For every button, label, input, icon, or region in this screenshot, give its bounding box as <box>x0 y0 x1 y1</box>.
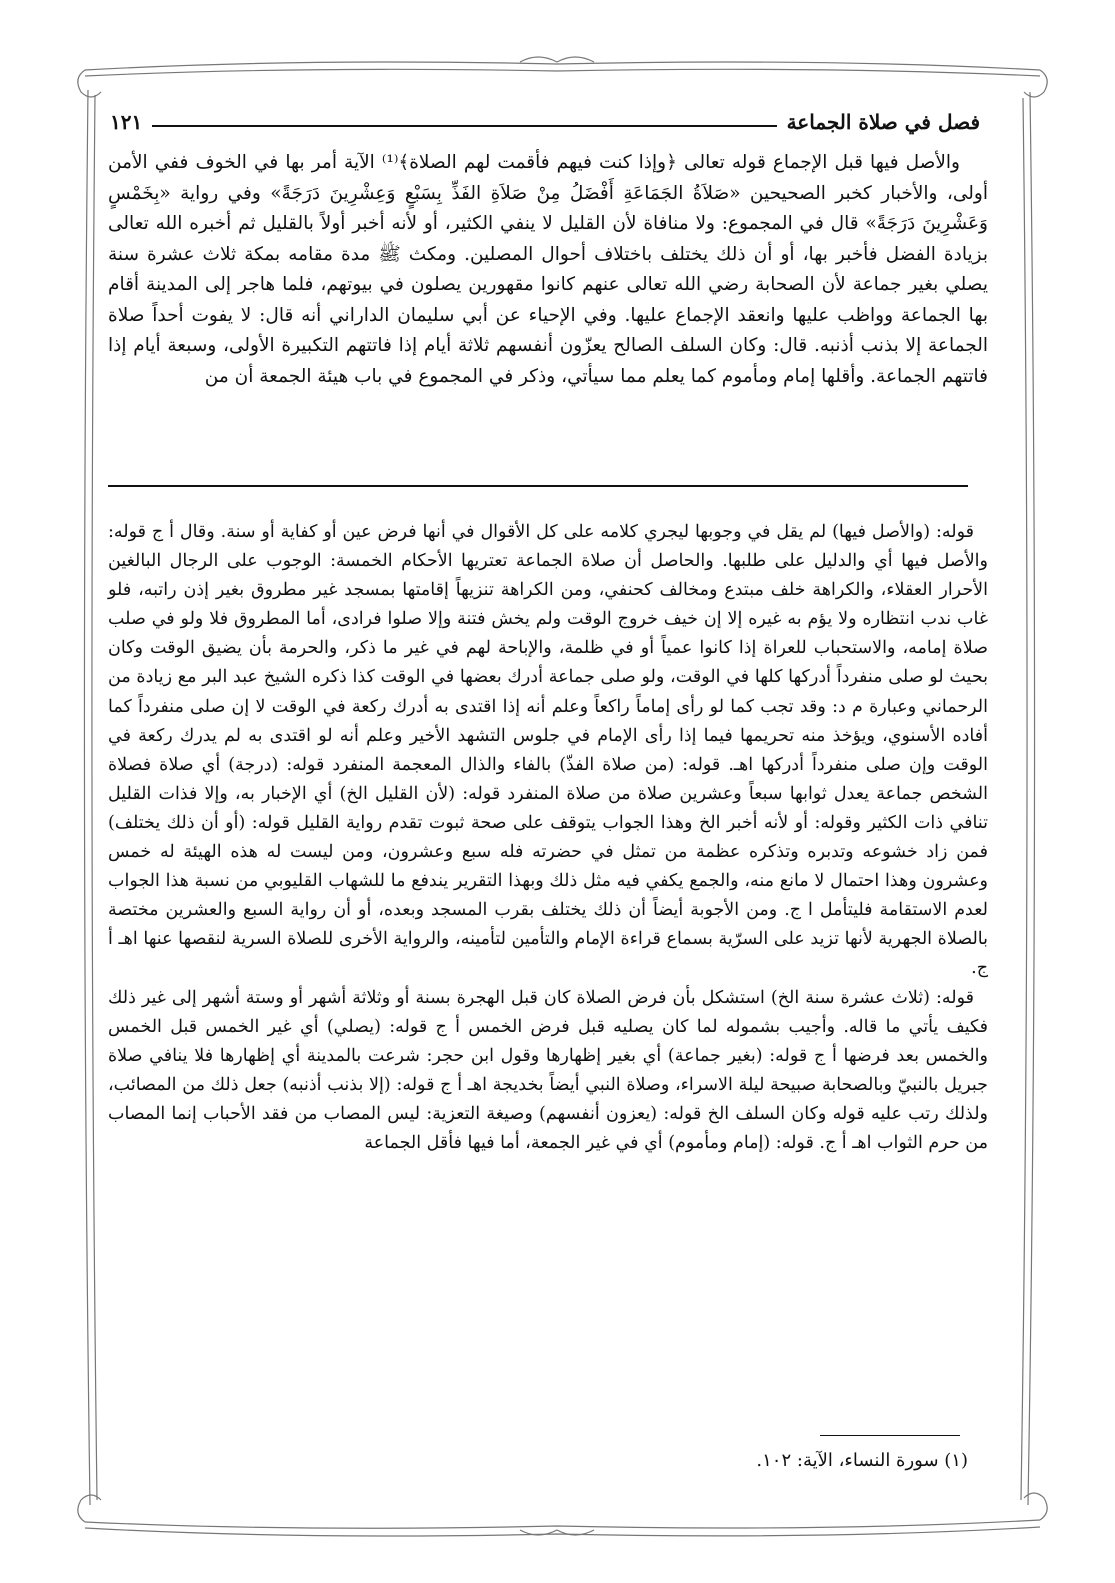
main-paragraph: والأصل فيها قبل الإجماع قوله تعالى ﴿وإذا كنت فيهم فأقمت لهم الصلاة﴾⁽¹⁾ الآية أمر بها في الخوف ففي الأمن أولى، والأخبار كخبر الصحيحين «صَلاَةُ الجَمَاعَةِ أَفْضَلُ مِنْ صَلاَةِ الفَذِّ بِسَبْعٍ وَعِشْرِينَ دَرَجَةً» وفي رواية «بِخَمْسٍ وَعَشْرِينَ دَرَجَةً» قال في المجموع: ولا منافاة لأن القليل لا ينفي الكثير، أو لأنه أخبر أولاً بالقليل ثم أخبره الله تعالى بزيادة الفضل فأخبر بها، أو أن ذلك يختلف باختلاف أحوال المصلين. ومكث ﷺ مدة مقامه بمكة ثلاث عشرة سنة يصلي بغير جماعة لأن الصحابة رضي الله تعالى عنهم كانوا مقهورين يصلون في بيوتهم، فلما هاجر إلى المدينة أقام بها الجماعة وواظب عليها وانعقد الإجماع عليها. وفي الإحياء عن أبي سليمان الداراني أنه قال: لا يفوت أحداً صلاة الجماعة إلا بذنب أذنبه. قال: وكان السلف الصالح يعزّون أنفسهم ثلاثة أيام إذا فاتتهم التكبيرة الأولى، وسبعة أيام إذا فاتتهم الجماعة. وأقلها إمام ومأموم كما يعلم مما سيأتي، وذكر في المجموع في باب هيئة الجمعة أن من <box>108 152 988 387</box>
commentary-paragraph-1: قوله: (والأصل فيها) لم يقل في وجوبها ليجري كلامه على كل الأقوال في أنها فرض عين أو كفاية أو سنة. وقال أ ج قوله: والأصل فيها أي والدليل على طلبها. والحاصل أن صلاة الجماعة تعتريها الأحكام الخمسة: الوجوب على الرجال البالغين الأحرار العقلاء، والكراهة خلف مبتدع ومخالف كحنفي، ومن الكراهة تنزيهاً إقامتها بمسجد غير مطروق بغير إذن راتبه، فلو غاب ندب انتظاره ولا يؤم به غيره إلا إن خيف خروج الوقت ولم يخش فتنة وإلا صلوا فرادى، أما المطروق فلا ولو في صلب صلاة إمامه، والاستحباب للعراة إذا كانوا عمياً أو في ظلمة، والإباحة لهم في غير ما ذكر، والحرمة بأن يضيق الوقت وكان بحيث لو صلى منفرداً أدركها كلها في الوقت، ولو صلى جماعة أدرك بعضها في الوقت كذا ذكره الشيخ عبد البر مع زيادة من الرحماني وعبارة م د: وقد تجب كما لو رأى إماماً راكعاً وعلم أنه إذا اقتدى به أدرك ركعة في الوقت لا إن صلى منفرداً كما أفاده الأسنوي، ويؤخذ منه تحريمها فيما إذا رأى الإمام في جلوس التشهد الأخير وعلم أنه لو اقتدى به لم يدرك ركعة في الوقت وإن صلى منفرداً أدركها اهـ. قوله: (من صلاة الفذّ) بالفاء والذال المعجمة المنفرد قوله: (درجة) أي صلاة فصلاة الشخص جماعة يعدل ثوابها سبعاً وعشرين صلاة من صلاة المنفرد قوله: (لأن القليل الخ) أي الإخبار به، وإلا فذات القليل تنافي ذات الكثير وقوله: أو لأنه أخبر الخ وهذا الجواب يتوقف على صحة ثبوت تقدم رواية القليل قوله: (أو أن ذلك يختلف) فمن زاد خشوعه وتدبره وتذكره عظمة من تمثل في حضرته فله سبع وعشرون، ومن ليست له هذه الهيئة له خمس وعشرون وهذا احتمال لا مانع منه، والجمع يكفي فيه مثل ذلك وبهذا التقرير يندفع ما للشهاب القليوبي من نسبة هذا الجواب لعدم الاستقامة فليتأمل ا ج. ومن الأجوبة أيضاً أن ذلك يختلف بقرب المسجد وبعده، أو أن رواية السبع والعشرين مختصة بالصلاة الجهرية لأنها تزيد على السرّية بسماع قراءة الإمام والتأمين لتأمينه، والرواية الأخرى للصلاة السرية لنقصها عنها اهـ أ ج. <box>108 522 988 979</box>
footnote-divider <box>820 1435 960 1436</box>
main-text <box>108 148 988 392</box>
section-title: فصل في صلاة الجماعة <box>786 110 980 134</box>
section-divider <box>108 485 968 487</box>
commentary-paragraph-2: قوله: (ثلاث عشرة سنة الخ) استشكل بأن فرض الصلاة كان قبل الهجرة بسنة أو وثلاثة أشهر أو وستة أشهر إلى غير ذلك فكيف يأتي ما قاله. وأجيب بشموله لما كان يصليه قبل فرض الخمس أ ج قوله: (يصلي) أي غير الخمس قبل الخمس والخمس بعد فرضها أ ج قوله: (بغير جماعة) أي بغير إظهارها وقول ابن حجر: شرعت بالمدينة أي إظهارها فلا ينافي صلاة جبريل بالنبيّ وبالصحابة صبيحة ليلة الاسراء، وصلاة النبي أيضاً بخديجة اهـ أ ج قوله: (إلا بذنب أذنبه) جعل ذلك من المصائب، ولذلك رتب عليه قوله وكان السلف الخ قوله: (يعزون أنفسهم) وصيغة التعزية: ليس المصاب من فقد الأحباب إنما المصاب من حرم الثواب اهـ أ ج. قوله: (إمام ومأموم) أي في غير الجمعة، أما فيها فأقل الجماعة <box>108 987 988 1153</box>
page-number: ١٢١ <box>110 110 143 134</box>
header-rule <box>152 125 776 127</box>
commentary <box>108 518 988 1158</box>
footnote: (١) سورة النساء، الآية: ١٠٢. <box>756 1450 968 1471</box>
page-header <box>110 100 980 134</box>
